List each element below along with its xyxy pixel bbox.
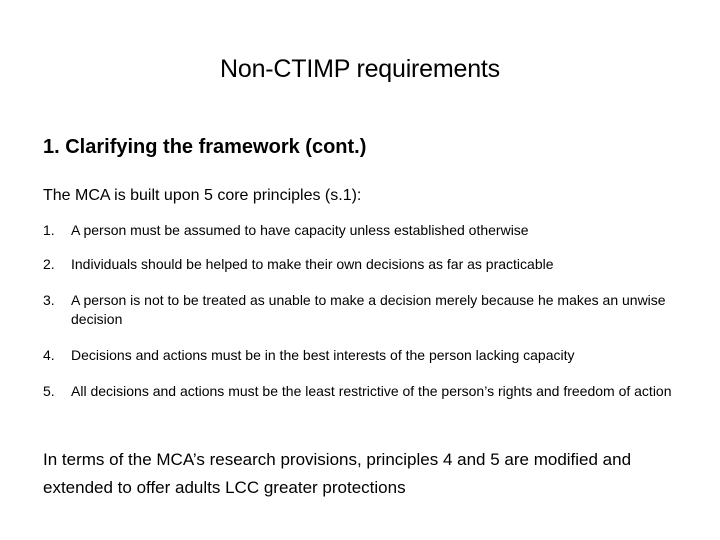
principle-text: A person must be assumed to have capacity unless established otherwise: [71, 222, 529, 238]
principle-number: 1.: [43, 222, 55, 238]
section-heading: 1. Clarifying the framework (cont.): [43, 136, 367, 158]
closing-paragraph: In terms of the MCA’s research provisions, principles 4 and 5 are modified and extended to offer adults LCC greater protections: [43, 450, 632, 497]
principle-item: [43, 255, 683, 274]
principle-number: 4.: [43, 347, 55, 363]
intro-text: The MCA is built upon 5 core principles (s.1):: [43, 187, 362, 204]
principle-text: A person is not to be treated as unable to make a decision merely because he makes an unwise decision: [71, 292, 666, 327]
principle-number: 3.: [43, 292, 55, 308]
principle-item: [43, 382, 683, 401]
principle-item: [43, 346, 683, 365]
slide-title: Non-CTIMP requirements: [220, 55, 500, 83]
principle-text: Individuals should be helped to make their own decisions as far as practicable: [71, 256, 554, 272]
principle-item: [43, 221, 683, 240]
principle-text: Decisions and actions must be in the best interests of the person lacking capacity: [71, 347, 575, 363]
principle-text: All decisions and actions must be the least restrictive of the person’s rights and freedom of action: [71, 383, 672, 399]
principle-number: 5.: [43, 383, 55, 399]
principle-item: [43, 291, 683, 329]
principle-number: 2.: [43, 256, 55, 272]
